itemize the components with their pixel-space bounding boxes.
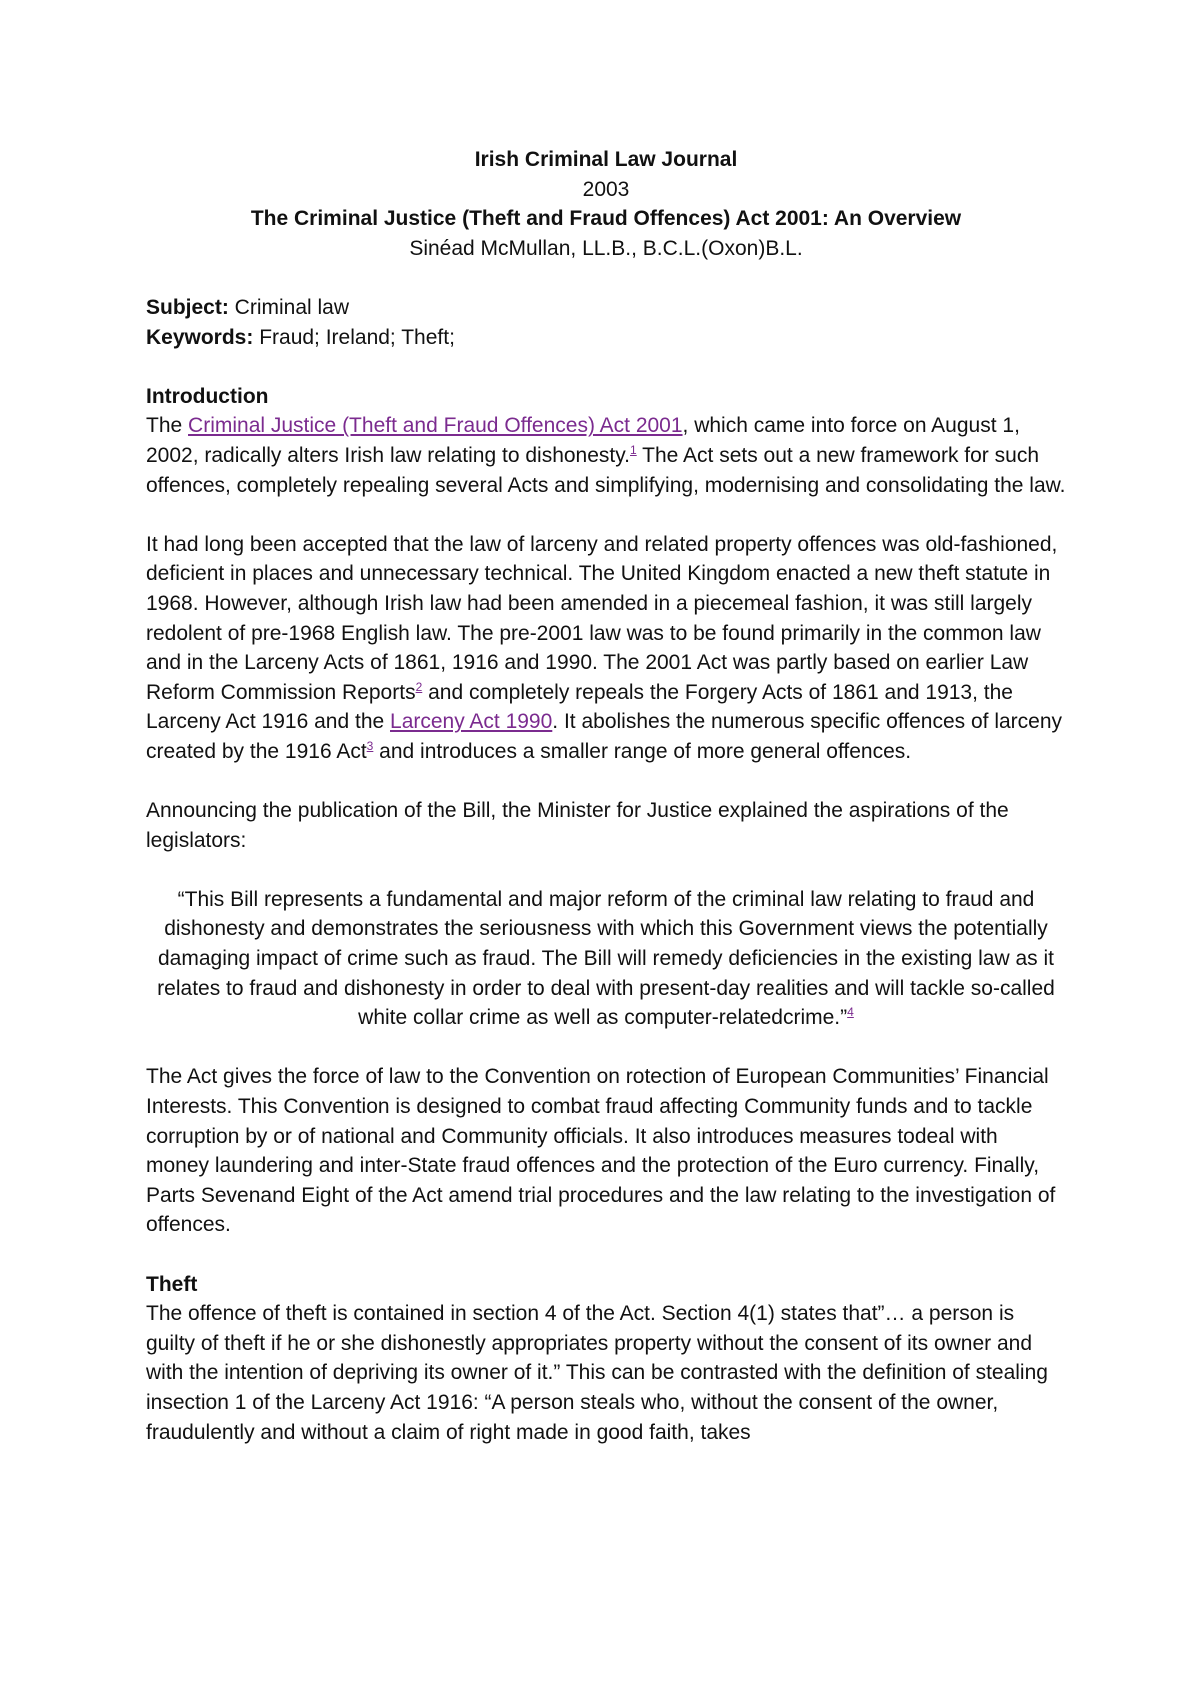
subject-line [146,293,1066,323]
text-run: It had long been accepted that the law of larceny and related property offences was old-fashioned, deficient in places and unnecessary technical. The United Kingdom enacted a new theft statute in 1968. However, although Irish law had been amended in a piecemeal fashion, it was still largely redolent of pre-1968 English law. The pre-2001 law was to be found primarily in the common law and in the Larceny Acts of 1861, 1916 and 1990. The 2001 Act was partly based on earlier Law Reform Commission Reports [146,532,1058,704]
footnote-1-link[interactable]: 1 [630,442,637,457]
subject-value: Criminal law [228,295,350,319]
larceny-act-1990-link[interactable]: Larceny Act 1990 [390,710,553,734]
author-line: Sinéad McMullan, LL.B., B.C.L.(Oxon)B.L. [409,236,803,260]
document-page [146,145,1066,1447]
keywords-label: Keywords: [146,325,254,349]
keywords-line [146,323,1066,353]
article-title: The Criminal Justice (Theft and Fraud Offences) Act 2001: An Overview [250,207,962,231]
text-run: The [146,414,189,438]
introduction-paragraph-3: Announcing the publication of the Bill, the Minister for Justice explained the aspirations of the legislators: [146,799,1009,852]
footnote-4-link[interactable]: 4 [847,1005,854,1020]
theft-heading: Theft [146,1272,198,1296]
text-run: The Act sets out a new framework for such offences, completely repealing several Acts and simplifying, modernising and consolidating the law. [146,443,1066,497]
minister-quote [146,885,1066,1033]
introduction-paragraph-1 [146,411,1066,500]
footnote-2-link[interactable]: 2 [415,679,423,694]
subject-label: Subject: [146,295,229,319]
journal-name: Irish Criminal Law Journal [474,148,738,171]
introduction-paragraph-4: The Act gives the force of law to the Convention on rotection of European Communities’ Financial Interests. This Convention is designed to combat fraud affecting Community funds and to tackle corruption by or of national and Community officials. It also introduces measures todeal with money laundering and inter-State fraud offences and the protection of the Euro currency. Finally, Parts Sevenand Eight of the Act amend trial procedures and the law relating to the investigation of offences. [146,1065,1056,1237]
text-run: and introduces a smaller range of more general offences. [373,739,912,763]
act-2001-link[interactable]: Criminal Justice (Theft and Fraud Offences) Act 2001 [188,414,683,438]
theft-paragraph-1: The offence of theft is contained in section 4 of the Act. Section 4(1) states that”… a person is guilty of theft if he or she dishonestly appropriates property without the consent of its owner and with the intention of depriving its owner of it.” This can be contrasted with the definition of stealing insection 1 of the Larceny Act 1916: “A person steals who, without the consent of the owner, fraudulently and without a claim of right made in good faith, takes [146,1302,1048,1444]
quote-text: “This Bill represents a fundamental and major reform of the criminal law relating to fraud and dishonesty and demonstrates the seriousness with which this Government views the potentially damaging impact of crime such as fraud. The Bill will remedy deficiencies in the existing law as it relates to fraud and dishonesty in order to deal with present-day realities and will tackle so-called white collar crime as well as computer-relatedcrime.” [157,887,1055,1030]
introduction-heading: Introduction [146,384,269,408]
keywords-value: Fraud; Ireland; Theft; [253,325,455,349]
introduction-paragraph-2 [146,530,1066,767]
footnote-3-link[interactable]: 3 [366,738,374,753]
text-run: , which came into force on August 1, 2002, radically alters Irish law relating to dishonesty. [146,414,1020,467]
text-run: and completely repeals the Forgery Acts of 1861 and 1913, the Larceny Act 1916 and the [146,680,1013,734]
document-header [146,145,1066,263]
text-run: . It abolishes the numerous specific offences of larceny created by the 1916 Act [146,710,1063,763]
publication-year: 2003 [582,177,630,201]
